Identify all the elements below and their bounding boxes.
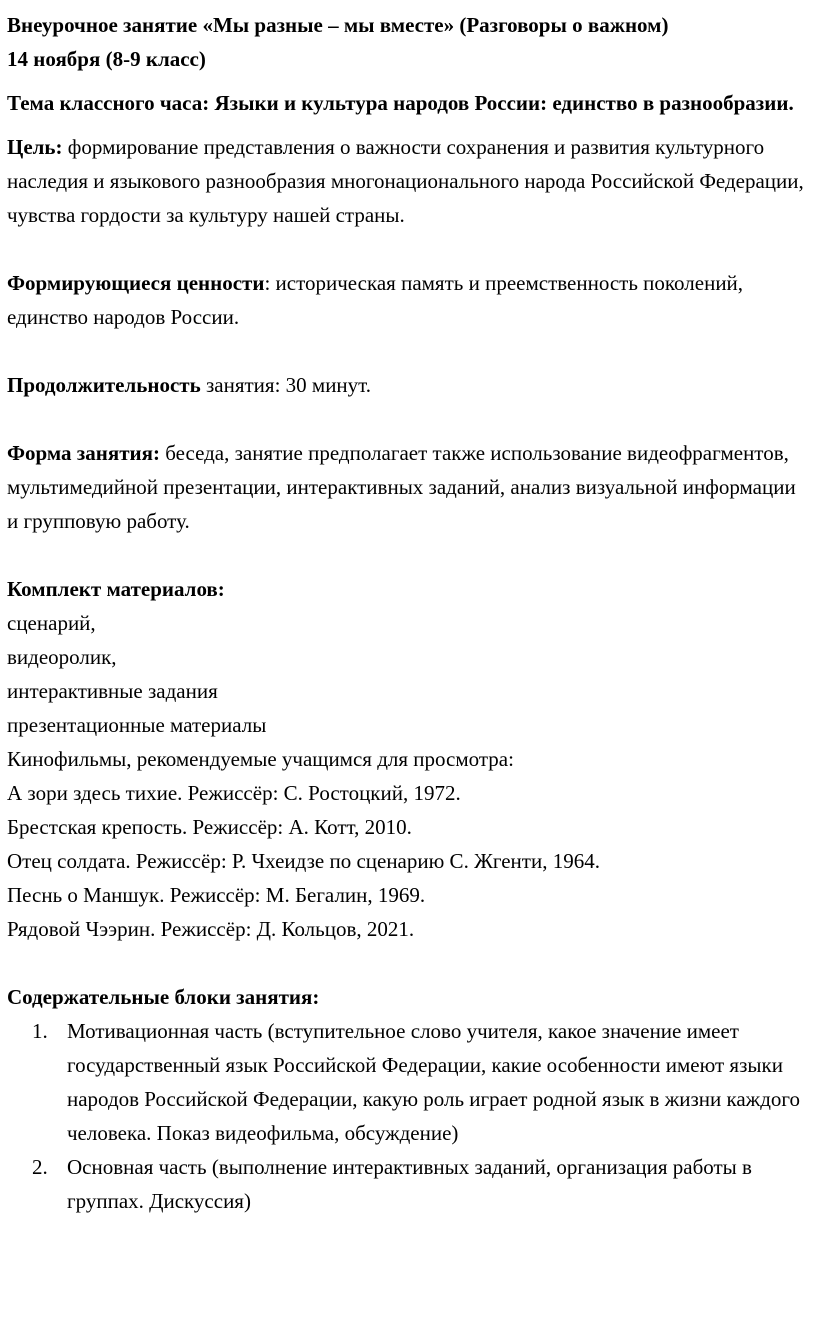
materials-item: интерактивные задания: [7, 679, 218, 703]
duration-text: занятия: 30 минут.: [200, 373, 372, 397]
form-text: беседа, занятие предполагает также использование видеофрагментов, мультимедийной презентации, интерактивных заданий, анализ визуальной информации и групповую работу.: [7, 441, 796, 533]
values-label: Формирующиеся ценности: [7, 271, 265, 295]
form-label: Форма занятия:: [7, 441, 160, 465]
materials-section: [7, 572, 806, 946]
lesson-topic: Тема классного часа: Языки и культура народов России: единство в разнообразии.: [7, 91, 794, 115]
materials-heading: Комплект материалов:: [7, 577, 225, 601]
list-item: [7, 1150, 806, 1218]
list-item-number: 1.: [32, 1019, 48, 1043]
film-item: А зори здесь тихие. Режиссёр: С. Ростоцкий, 1972.: [7, 781, 461, 805]
film-item: Отец солдата. Режиссёр: Р. Чхеидзе по сценарию С. Жгенти, 1964.: [7, 849, 600, 873]
film-item: Рядовой Чээрин. Режиссёр: Д. Кольцов, 2021.: [7, 917, 415, 941]
goal-paragraph: [7, 130, 806, 232]
materials-item: Кинофильмы, рекомендуемые учащимся для просмотра:: [7, 747, 514, 771]
goal-label: Цель:: [7, 135, 63, 159]
values-text: : историческая память и преемственность поколений, единство народов России.: [7, 271, 744, 329]
list-item-text: Основная часть (выполнение интерактивных заданий, организация работы в группах. Дискуссия): [67, 1155, 752, 1213]
duration-paragraph: [7, 368, 806, 402]
materials-item: презентационные материалы: [7, 713, 267, 737]
goal-text: формирование представления о важности сохранения и развития культурного наследия и языкового разнообразия многонационального народа Российской Федерации, чувства гордости за культуру нашей страны.: [7, 135, 804, 227]
materials-item: сценарий,: [7, 611, 96, 635]
film-item: Песнь о Маншук. Режиссёр: М. Бегалин, 1969.: [7, 883, 426, 907]
form-paragraph: [7, 436, 806, 538]
list-item: [7, 1014, 806, 1150]
list-item-text: Мотивационная часть (вступительное слово учителя, какое значение имеет государственный язык Российской Федерации, какие особенности имеют языки народов Российской Федерации, какую роль играет родной язык в жизни каждого человека. Показ видеофильма, обсуждение): [67, 1019, 800, 1145]
lesson-title-line-1: Внеурочное занятие «Мы разные – мы вместе» (Разговоры о важном): [7, 13, 669, 37]
lesson-title: [7, 8, 806, 76]
lesson-title-line-2: 14 ноября (8-9 класс): [7, 47, 206, 71]
values-paragraph: [7, 266, 806, 334]
film-item: Брестская крепость. Режиссёр: А. Котт, 2010.: [7, 815, 412, 839]
blocks-heading: Содержательные блоки занятия:: [7, 985, 320, 1009]
list-item-number: 2.: [32, 1155, 48, 1179]
duration-label: Продолжительность: [7, 373, 201, 397]
materials-item: видеоролик,: [7, 645, 117, 669]
blocks-list: [7, 1014, 806, 1218]
